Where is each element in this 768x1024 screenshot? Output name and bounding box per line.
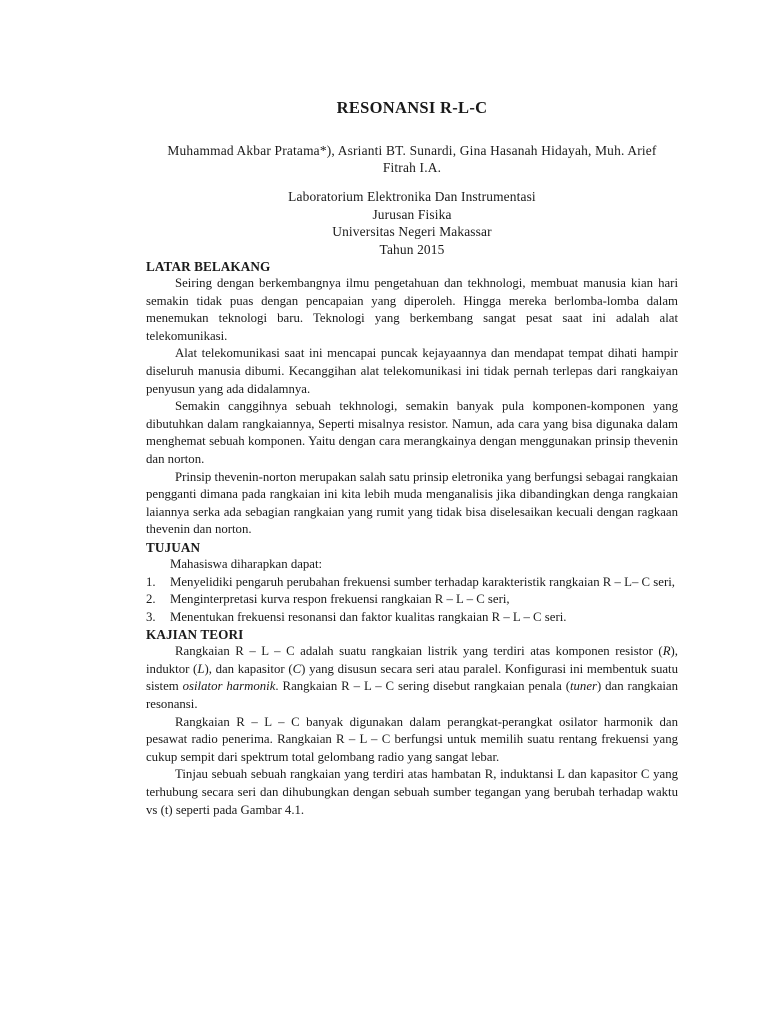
paragraph: Prinsip thevenin-norton merupakan salah satu prinsip eletronika yang berfungsi sebagai rangkaian pengganti dimana pada rangkaian ini kita lebih muda menganalisis jika dibandingkan denga rangkaian laiannya serka ada sebagian rangkaian yang rumit yang tidak bisa diselesaikan kecuali dengan ragkaan thevenin dan norton. (146, 469, 678, 537)
heading-latar-belakang: LATAR BELAKANG (146, 259, 271, 274)
tujuan-intro: Mahasiswa diharapkan dapat: (170, 556, 323, 571)
paper-title: RESONANSI R-L-C (336, 98, 488, 117)
affiliation-block (146, 188, 678, 258)
affiliation-year: Tahun 2015 (379, 241, 445, 257)
paragraph: Rangkaian R – L – C banyak digunakan dalam perangkat-perangkat osilator harmonik dan pesawat radio penerima. Rangkaian R – L – C berfungsi untuk memilih suatu rentang frekuensi yang cukup sempit dari spektrum total gelombang radio yang sangat lebar. (146, 714, 678, 764)
affiliation-lab: Laboratorium Elektronika Dan Instrumentasi (288, 189, 536, 204)
list-item: 1. Menyelidiki pengaruh perubahan frekuensi sumber terhadap karakteristik rangkaian R – L– C seri, (146, 574, 675, 589)
paragraph: Tinjau sebuah sebuah rangkaian yang terdiri atas hambatan R, induktansi L dan kapasitor C yang terhubung secara seri dan dihubungkan dengan sebuah sumber tegangan yang berubah terhadap waktu vs (t) seperti pada Gambar 4.1. (146, 767, 678, 817)
paragraph: Alat telekomunikasi saat ini mencapai puncak kejayaannya dan mendapat tempat dihati hampir diseluruh manusia dibumi. Kecanggihan alat telekomunikasi ini tidak pernah terlepas dari rangkaiyan penyusun yang ada didalamnya. (146, 346, 678, 396)
heading-kajian-teori: KAJIAN TEORI (146, 627, 244, 643)
paragraph: Seiring dengan berkembangnya ilmu pengetahuan dan tekhnologi, membuat manusia kian hari semakin tidak puas dengan pencapaian yang diperoleh. Hingga mereka berlomba-lomba dalam menemukan teknologi baru. Teknologi yang berkembang sangat pesat saat ini adalah alat telekomunikasi. (146, 276, 678, 343)
list-item: 3. Menentukan frekuensi resonansi dan faktor kualitas rangkaian R – L – C seri. (146, 609, 567, 624)
affiliation-department: Jurusan Fisika (372, 206, 452, 222)
list-item: 2. Menginterpretasi kurva respon frekuensi rangkaian R – L – C seri, (146, 592, 510, 607)
heading-tujuan: TUJUAN (146, 539, 201, 555)
author-list: Muhammad Akbar Pratama*), Asrianti BT. Sunardi, Gina Hasanah Hidayah, Muh. Arief Fitrah I.A. (167, 143, 657, 175)
paragraph: Semakin canggihnya sebuah tekhnologi, semakin banyak pula komponen-komponen yang dibutuhkan dalam rangkaiannya, Seperti misalnya resistor. Namun, ada cara yang bisa digunaka dalam menghemat sebuah komponen. Yaitu dengan cara merangkainya dengan menggunakan prinsip thevenin dan norton. (146, 399, 678, 466)
affiliation-university: Universitas Negeri Makassar (332, 224, 492, 239)
paragraph: Rangkaian R – L – C adalah suatu rangkaian listrik yang terdiri atas komponen resistor (R), induktor (L), dan kapasitor (C) yang disusun secara seri atau paralel. Konfigurasi ini membentuk suatu sistem osilator harmonik. Rangkaian R – L – C sering disebut rangkaian penala (tuner) dan rangkaian resonansi. (146, 644, 679, 712)
goals-list (146, 574, 678, 627)
